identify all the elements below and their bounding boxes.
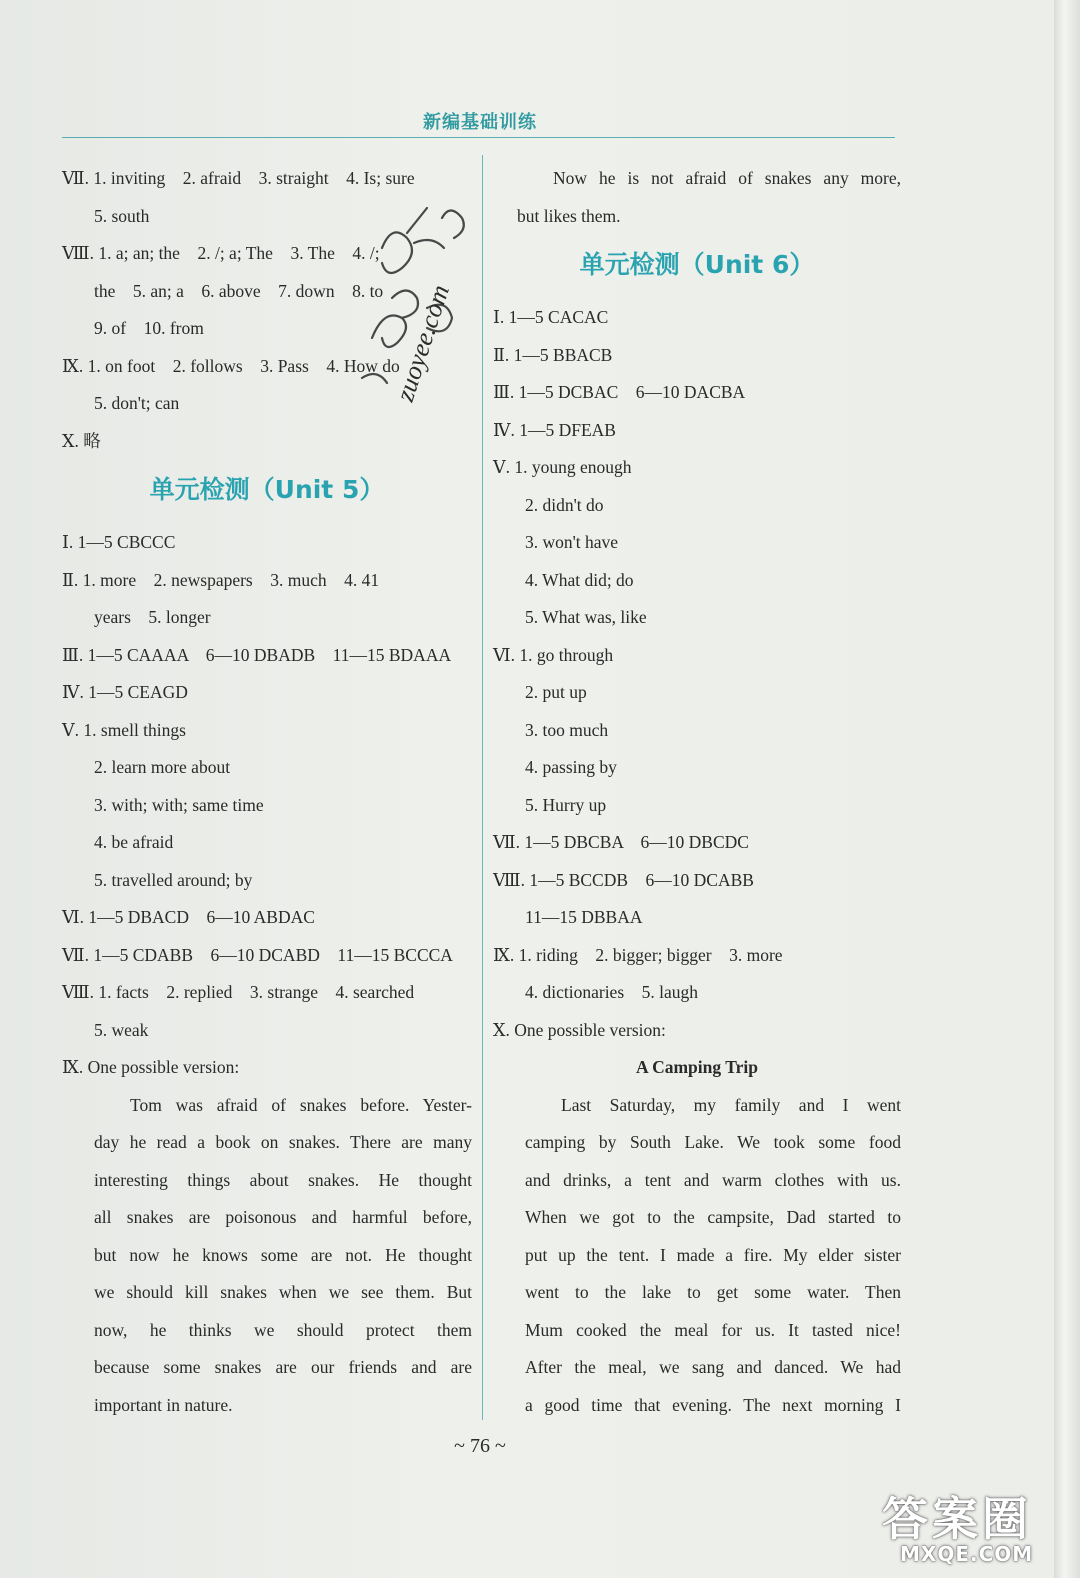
- essay-line: Mum cooked the meal for us. It tasted nice!: [525, 1319, 901, 1340]
- answer-line: 4. dictionaries 5. laugh: [525, 982, 699, 1002]
- essay-line: now, he thinks we should protect them: [94, 1319, 472, 1340]
- essay-line: because some snakes are our friends and are: [94, 1357, 472, 1377]
- essay-unit6: [493, 1087, 901, 1425]
- essay-line: important in nature.: [94, 1394, 233, 1415]
- answer-line: Ⅲ. 1—5 CAAAA 6—10 DBADB 11—15 BDAAA: [62, 644, 452, 665]
- essay-line: camping by South Lake. We took some food: [525, 1132, 901, 1152]
- answer-line: Ⅴ. 1. smell things: [62, 719, 186, 740]
- answer-line: Ⅸ. 1. riding 2. bigger; bigger 3. more: [493, 944, 783, 965]
- header-title: 新编基础训练: [423, 112, 537, 133]
- answer-line: 4. passing by: [525, 757, 617, 777]
- answer-line: Ⅳ. 1—5 CEAGD: [62, 682, 188, 702]
- essay-line: Tom was afraid of snakes before. Yester-: [130, 1094, 472, 1115]
- answer-line: Ⅷ. 1. a; an; the 2. /; a; The 3. The 4. /;: [62, 243, 380, 263]
- essay-line: but likes them.: [517, 205, 621, 226]
- answer-line: Ⅰ. 1—5 CBCCC: [62, 532, 176, 552]
- answer-line: Ⅳ. 1—5 DFEAB: [493, 419, 616, 440]
- answer-line: Ⅶ. 1—5 CDABB 6—10 DCABD 11—15 BCCCA: [62, 944, 453, 965]
- handwritten-stamp: [352, 188, 517, 418]
- answer-line: 5. weak: [94, 1019, 149, 1040]
- essay-line: but now he knows some are not. He thought: [94, 1244, 472, 1265]
- essay-line: Now he is not afraid of snakes any more,: [553, 168, 901, 188]
- answer-line: Ⅷ. 1. facts 2. replied 3. strange 4. searched: [62, 982, 415, 1002]
- answer-line: Ⅱ. 1. more 2. newspapers 3. much 4. 41: [62, 569, 380, 590]
- essay-line: all snakes are poisonous and harmful before,: [94, 1207, 472, 1227]
- answer-line: Ⅹ. 略: [62, 430, 101, 451]
- answer-line: 3. won't have: [525, 532, 619, 552]
- header-rule: [62, 137, 895, 138]
- essay-title: A Camping Trip: [636, 1057, 758, 1077]
- answer-line: 2. put up: [525, 682, 587, 702]
- answer-line: Ⅴ. 1. young enough: [493, 457, 632, 477]
- answer-line: Ⅹ. One possible version:: [493, 1019, 666, 1040]
- essay-line: When we got to the campsite, Dad started to: [525, 1207, 901, 1227]
- answer-line: 4. What did; do: [525, 569, 634, 590]
- answer-line: Ⅵ. 1—5 DBACD 6—10 ABDAC: [62, 907, 315, 927]
- page-number: ~ 76 ~: [454, 1435, 506, 1457]
- answer-line: the 5. an; a 6. above 7. down 8. to: [94, 280, 384, 301]
- answer-line: 5. Hurry up: [525, 794, 607, 815]
- answer-line: Ⅸ. One possible version:: [62, 1057, 240, 1077]
- answer-line: 9. of 10. from: [94, 318, 204, 338]
- watermark-logo-text: 答案圈: [882, 1492, 1032, 1546]
- essay-continuation: [493, 160, 901, 235]
- essay-line: went to the lake to get some water. Then: [525, 1282, 901, 1302]
- answer-line: Ⅷ. 1—5 BCCDB 6—10 DCABB: [493, 869, 754, 890]
- essay-line: a good time that evening. The next morning I: [525, 1394, 901, 1415]
- answer-line: 4. be afraid: [94, 832, 174, 852]
- essay-unit5: [62, 1087, 472, 1425]
- answer-line: Ⅰ. 1—5 CACAC: [493, 307, 609, 327]
- section-title-unit6: 单元检测（Unit 6）: [579, 250, 815, 279]
- answer-line: Ⅸ. 1. on foot 2. follows 3. Pass 4. How do: [62, 355, 400, 376]
- section-title-unit5: 单元检测（Unit 5）: [149, 475, 385, 504]
- right-column: [493, 160, 901, 1424]
- answer-line: 5. don't; can: [94, 393, 180, 413]
- answer-line: 5. travelled around; by: [94, 869, 253, 890]
- answer-line: Ⅶ. 1—5 DBCBA 6—10 DBCDC: [493, 832, 749, 852]
- essay-line: interesting things about snakes. He thought: [94, 1169, 472, 1190]
- answer-line: 11—15 DBBAA: [525, 907, 643, 927]
- answer-line: 5. south: [94, 205, 150, 226]
- answer-line: Ⅱ. 1—5 BBACB: [493, 344, 613, 365]
- essay-line: Last Saturday, my family and I went: [561, 1094, 901, 1115]
- answer-line: Ⅲ. 1—5 DCBAC 6—10 DACBA: [493, 382, 746, 402]
- answer-line: Ⅶ. 1. inviting 2. afraid 3. straight 4. Is; sure: [62, 168, 415, 188]
- answer-line: Ⅵ. 1. go through: [493, 644, 614, 665]
- stamp-text: zuoyee.com: [390, 281, 455, 405]
- answer-line: 3. too much: [525, 719, 609, 740]
- essay-line: After the meal, we sang and danced. We had: [525, 1357, 901, 1377]
- answer-line: years 5. longer: [94, 607, 211, 627]
- essay-line: we should kill snakes when we see them. But: [94, 1282, 472, 1302]
- essay-line: and drinks, a tent and warm clothes with us.: [525, 1169, 901, 1190]
- essay-line: day he read a book on snakes. There are many: [94, 1132, 472, 1152]
- site-watermark: [882, 1492, 1072, 1570]
- essay-line: put up the tent. I made a fire. My elder sister: [525, 1244, 901, 1265]
- answer-line: 2. learn more about: [94, 757, 231, 777]
- answer-line: 5. What was, like: [525, 607, 647, 627]
- answer-line: 2. didn't do: [525, 494, 604, 515]
- page-edge: [1054, 0, 1080, 1578]
- answer-line: 3. with; with; same time: [94, 794, 264, 815]
- watermark-url: MXQE.COM: [900, 1542, 1034, 1566]
